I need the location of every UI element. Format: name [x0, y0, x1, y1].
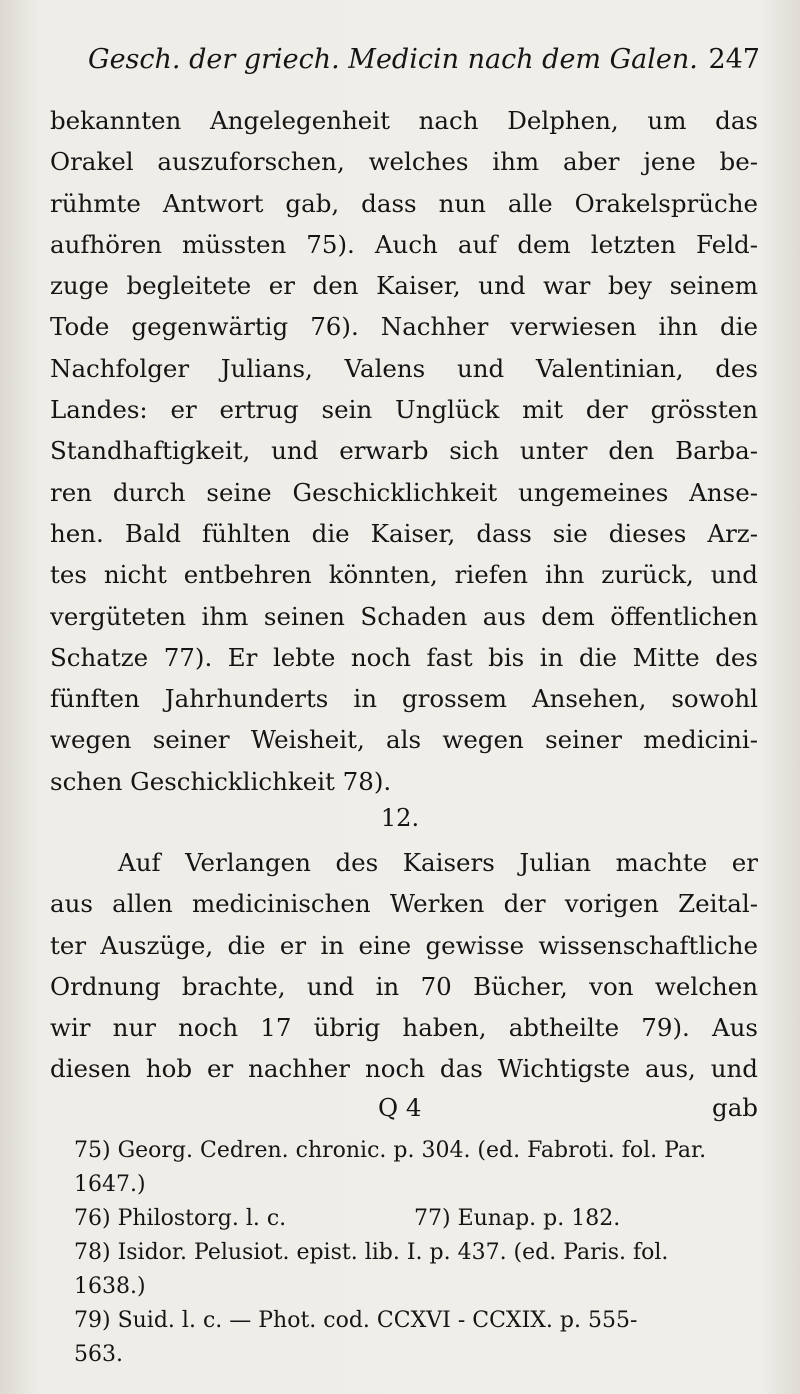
- paragraph-2: [50, 842, 758, 1090]
- text-line: ter Auszüge, die er in eine gewisse wissenschaftliche: [50, 930, 758, 960]
- footnote-75: 75) Georg. Cedren. chronic. p. 304. (ed. Fabroti. fol. Par.: [74, 1138, 707, 1163]
- text-line: Standhaftigkeit, und erwarb sich unter den Barba-: [50, 436, 758, 466]
- text-line: rühmte Antwort gab, dass nun alle Orakelsprüche: [50, 188, 758, 218]
- text-line: Ordnung brachte, und in 70 Bücher, von welchen: [50, 971, 758, 1001]
- text-line: zuge begleitete er den Kaiser, und war bey seinem: [50, 271, 758, 301]
- text-line: fünften Jahrhunderts in grossem Ansehen, sowohl: [50, 684, 758, 714]
- text-line: wegen seiner Weisheit, als wegen seiner medicini-: [50, 725, 758, 755]
- paragraph-1: [50, 100, 758, 802]
- text-line: vergüteten ihm seinen Schaden aus dem öffentlichen: [50, 601, 758, 631]
- running-title: Gesch. der griech. Medicin nach dem Galen.: [88, 44, 698, 75]
- text-line: aus allen medicinischen Werken der vorigen Zeital-: [50, 889, 758, 919]
- footnote-78-continued: 1638.): [74, 1274, 146, 1299]
- section-number: 12.: [380, 804, 420, 832]
- text-line: schen Geschicklichkeit 78).: [50, 766, 392, 796]
- text-line: tes nicht entbehren könnten, riefen ihn zurück, und: [50, 560, 758, 590]
- text-line: hen. Bald fühlten die Kaiser, dass sie dieses Arz-: [50, 518, 758, 548]
- footnote-79-continued: 563.: [74, 1342, 123, 1367]
- footnotes: [74, 1134, 754, 1372]
- text-line: ren durch seine Geschicklichkeit ungemeines Anse-: [50, 477, 758, 507]
- page-number: 247: [708, 44, 760, 75]
- footnote-75-continued: 1647.): [74, 1172, 146, 1197]
- text-line: Auf Verlangen des Kaisers Julian machte er: [118, 848, 758, 877]
- text-line: bekannten Angelegenheit nach Delphen, um das: [50, 106, 758, 135]
- footnote-77: 77) Eunap. p. 182.: [414, 1206, 621, 1231]
- catchword: gab: [712, 1093, 758, 1122]
- page-footer-marks: [50, 1093, 758, 1133]
- footnote-76: 76) Philostorg. l. c.: [74, 1206, 287, 1231]
- text-line: Orakel auszuforschen, welches ihm aber jene be-: [50, 147, 758, 177]
- footnote-78: 78) Isidor. Pelusiot. epist. lib. I. p. 437. (ed. Paris. fol.: [74, 1240, 669, 1265]
- text-line: Schatze 77). Er lebte noch fast bis in die Mitte des: [50, 642, 758, 672]
- footnote-79: 79) Suid. l. c. — Phot. cod. CCXVI - CCXIX. p. 555-: [74, 1308, 638, 1333]
- running-header: [88, 44, 760, 84]
- footnote-row: [74, 1202, 754, 1236]
- signature-mark: Q 4: [378, 1093, 422, 1122]
- text-line: Tode gegenwärtig 76). Nachher verwiesen ihn die: [50, 312, 758, 342]
- text-line: Landes: er ertrug sein Unglück mit der grössten: [50, 395, 758, 425]
- text-line: aufhören müssten 75). Auch auf dem letzten Feld-: [50, 229, 758, 259]
- text-line: Nachfolger Julians, Valens und Valentinian, des: [50, 353, 758, 383]
- text-line: wir nur noch 17 übrig haben, abtheilte 79). Aus: [50, 1013, 758, 1043]
- text-line: diesen hob er nachher noch das Wichtigste aus, und: [50, 1054, 758, 1084]
